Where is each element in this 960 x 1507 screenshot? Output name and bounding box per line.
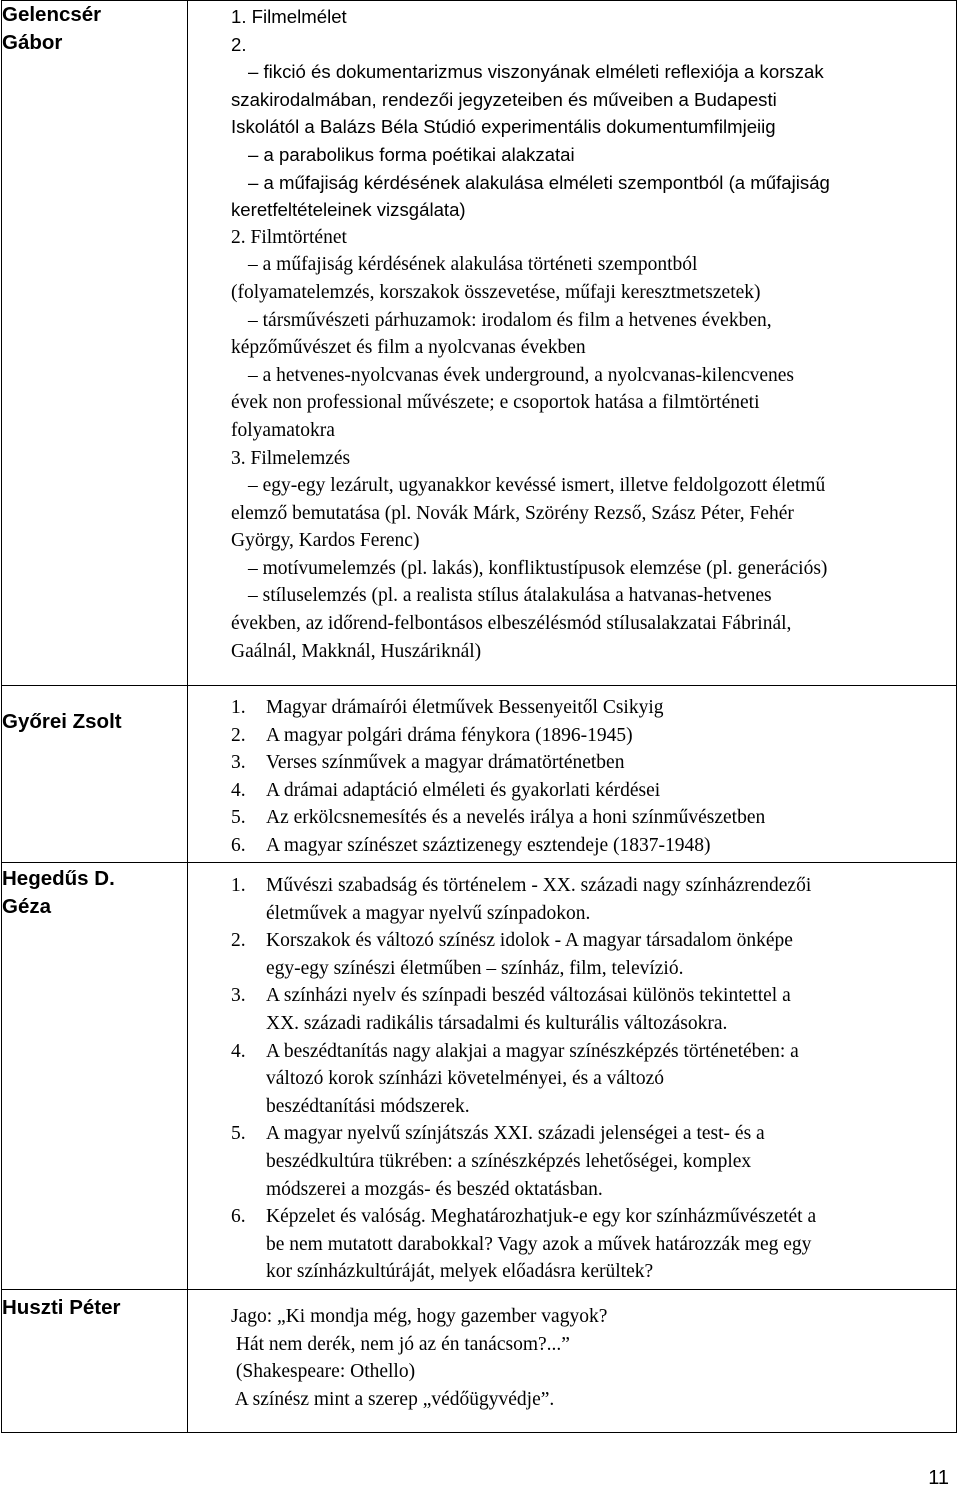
list-item-text: kor színházkultúráját, melyek előadásra kerültek? bbox=[266, 1261, 654, 1283]
topic-line: 2. bbox=[231, 33, 247, 55]
list-item bbox=[231, 749, 948, 777]
topic-line: 3. Filmelemzés bbox=[231, 447, 351, 469]
list-item-text: egy-egy színészi életműben – színház, film, televízió. bbox=[266, 957, 684, 979]
list-item-text: Képzelet és valóság. Meghatározhatjuk-e egy kor színházművészetét a bbox=[266, 1206, 817, 1228]
list-item bbox=[231, 872, 948, 927]
list-item bbox=[231, 1038, 948, 1121]
row-huszti bbox=[2, 1290, 957, 1433]
topic-line: folyamatokra bbox=[231, 419, 335, 441]
topic-line: György, Kardos Ferenc) bbox=[231, 530, 420, 552]
list-item-number: 3. bbox=[231, 985, 246, 1007]
list-item-number: 6. bbox=[231, 1206, 246, 1228]
list-item-text: Művészi szabadság és történelem - XX. századi nagy színházrendezői bbox=[266, 875, 812, 896]
list-item-text: XX. századi radikális társadalmi és kulturális változásokra. bbox=[266, 1012, 728, 1034]
list-item-text: Korszakok és változó színész idolok - A magyar társadalom önképe bbox=[266, 930, 793, 952]
topic-line: – stíluselemzés (pl. a realista stílus átalakulása a hatvanas-hetvenes bbox=[248, 585, 772, 607]
topics-cell bbox=[188, 686, 957, 863]
topic-line: – társművészeti párhuzamok: irodalom és film a hetvenes években, bbox=[248, 309, 772, 331]
list-item bbox=[231, 804, 948, 832]
topic-line: 2. Filmtörténet bbox=[231, 226, 347, 248]
topic-line: – a parabolikus forma poétikai alakzatai bbox=[248, 143, 575, 165]
quote-line: A színész mint a szerep „védőügyvédje”. bbox=[231, 1388, 555, 1410]
instructor-name-line: Győrei Zsolt bbox=[2, 710, 122, 733]
list-item-text: beszédkultúra tükrében: a színészképzés lehetőségei, komplex bbox=[266, 1150, 752, 1172]
topic-line: – motívumelemzés (pl. lakás), konfliktustípusok elemzése (pl. generációs) bbox=[248, 557, 828, 579]
list-item-text: beszédtanítási módszerek. bbox=[266, 1095, 470, 1117]
quote-block bbox=[188, 1290, 956, 1413]
topic-line: években, az időrend-felbontásos elbeszélésmód stílusalakzatai Fábrinál, bbox=[231, 613, 792, 635]
topic-line: (folyamatelemzés, korszakok összevetése, műfaji keresztmetszetek) bbox=[231, 281, 761, 303]
instructor-name-cell bbox=[2, 863, 188, 1290]
list-item-text: Magyar drámaírói életművek Bessenyeitől Csikyig bbox=[266, 697, 664, 718]
list-item-number: 2. bbox=[231, 724, 246, 746]
list-item bbox=[231, 1120, 948, 1203]
program-table bbox=[1, 0, 957, 1433]
list-item-number: 5. bbox=[231, 1123, 246, 1145]
topics-cell bbox=[188, 1290, 957, 1433]
page-number: 11 bbox=[928, 1467, 949, 1489]
topic-line: 1. Filmelmélet bbox=[231, 6, 347, 27]
list-item-text: A beszédtanítás nagy alakjai a magyar színészképzés történetében: a bbox=[266, 1040, 799, 1062]
list-item-number: 1. bbox=[231, 875, 246, 896]
row-gyorei bbox=[2, 686, 957, 863]
list-item bbox=[231, 1203, 948, 1286]
quote-line: Hát nem derék, nem jó az én tanácsom?...” bbox=[231, 1333, 570, 1355]
list-item bbox=[231, 982, 948, 1037]
topics-cell bbox=[188, 1, 957, 686]
topic-line: – egy-egy lezárult, ugyanakkor kevéssé ismert, illetve feldolgozott életmű bbox=[248, 475, 826, 497]
topic-line: – a műfajiság kérdésének alakulása történeti szempontból bbox=[248, 254, 698, 276]
instructor-name-line: Gábor bbox=[2, 31, 63, 54]
row-hegedus bbox=[2, 863, 957, 1290]
instructor-name-line: Gelencsér bbox=[2, 3, 102, 26]
list-item-text: Az erkölcsnemesítés és a nevelés irálya a honi színművészetben bbox=[266, 807, 766, 829]
list-item bbox=[231, 832, 948, 860]
row-gelencser bbox=[2, 1, 957, 686]
instructor-name-cell bbox=[2, 686, 188, 863]
instructor-name-cell bbox=[2, 1290, 188, 1433]
list-item bbox=[231, 777, 948, 805]
list-item-text: A magyar polgári dráma fénykora (1896-1945) bbox=[266, 724, 633, 746]
theatre-topics-list bbox=[188, 863, 956, 1286]
list-item-text: A magyar nyelvű színjátszás XXI. századi jelenségei a test- és a bbox=[266, 1123, 765, 1145]
list-item-text: változó korok színházi követelményei, és a változó bbox=[266, 1068, 664, 1090]
list-item-text: A drámai adaptáció elméleti és gyakorlati kérdései bbox=[266, 779, 661, 801]
topics-cell bbox=[188, 863, 957, 1290]
drama-topics-list bbox=[188, 686, 956, 860]
list-item-text: A magyar színészet száztizenegy esztendeje (1837-1948) bbox=[266, 834, 711, 856]
list-item bbox=[231, 694, 948, 722]
list-item-number: 2. bbox=[231, 930, 246, 952]
topic-line: Iskolától a Balázs Béla Stúdió experimentális dokumentumfilmjeiig bbox=[231, 116, 776, 138]
instructor-name-line: Hegedűs D. bbox=[2, 867, 115, 890]
list-item-text: Verses színművek a magyar drámatörténetben bbox=[266, 752, 625, 774]
topic-line: – a műfajiság kérdésének alakulása elméleti szempontból (a műfajiság bbox=[248, 171, 830, 193]
instructor-name-line: Géza bbox=[2, 895, 51, 918]
topic-line: képzőművészet és film a nyolcvanas években bbox=[231, 337, 586, 359]
list-item-number: 4. bbox=[231, 779, 246, 801]
topic-line: – a hetvenes-nyolcvanas évek underground, a nyolcvanas-kilencvenes bbox=[248, 364, 794, 386]
film-topics bbox=[188, 1, 956, 685]
list-item-number: 3. bbox=[231, 752, 246, 774]
list-item-text: módszerei a mozgás- és beszéd oktatásban. bbox=[266, 1178, 603, 1200]
topic-line: szakirodalmában, rendezői jegyzeteiben és műveiben a Budapesti bbox=[231, 88, 777, 110]
topic-line: Gaálnál, Makknál, Huszáriknál) bbox=[231, 640, 482, 662]
list-item-text: A színházi nyelv és színpadi beszéd változásai különös tekintettel a bbox=[266, 985, 791, 1007]
list-item bbox=[231, 722, 948, 750]
list-item-number: 5. bbox=[231, 807, 246, 829]
list-item-number: 6. bbox=[231, 834, 246, 856]
list-item-number: 1. bbox=[231, 697, 246, 718]
instructor-name-cell bbox=[2, 1, 188, 686]
instructor-name-line: Huszti Péter bbox=[2, 1296, 121, 1319]
list-item-number: 4. bbox=[231, 1040, 246, 1062]
topic-line: évek non professional művészete; e csoportok hatása a filmtörténeti bbox=[231, 392, 760, 414]
list-item-text: be nem mutatott darabokkal? Vagy azok a művek határozzák meg egy bbox=[266, 1233, 812, 1255]
topic-line: elemző bemutatása (pl. Novák Márk, Szörény Rezső, Szász Péter, Fehér bbox=[231, 502, 794, 524]
topic-line: – fikció és dokumentarizmus viszonyának elméleti reflexiója a korszak bbox=[248, 61, 824, 83]
topic-line: keretfeltételeinek vizsgálata) bbox=[231, 199, 466, 221]
list-item bbox=[231, 927, 948, 982]
list-item-text: életművek a magyar nyelvű színpadokon. bbox=[266, 902, 591, 924]
quote-line: (Shakespeare: Othello) bbox=[231, 1361, 416, 1383]
quote-line: Jago: „Ki mondja még, hogy gazember vagyok? bbox=[231, 1306, 608, 1327]
